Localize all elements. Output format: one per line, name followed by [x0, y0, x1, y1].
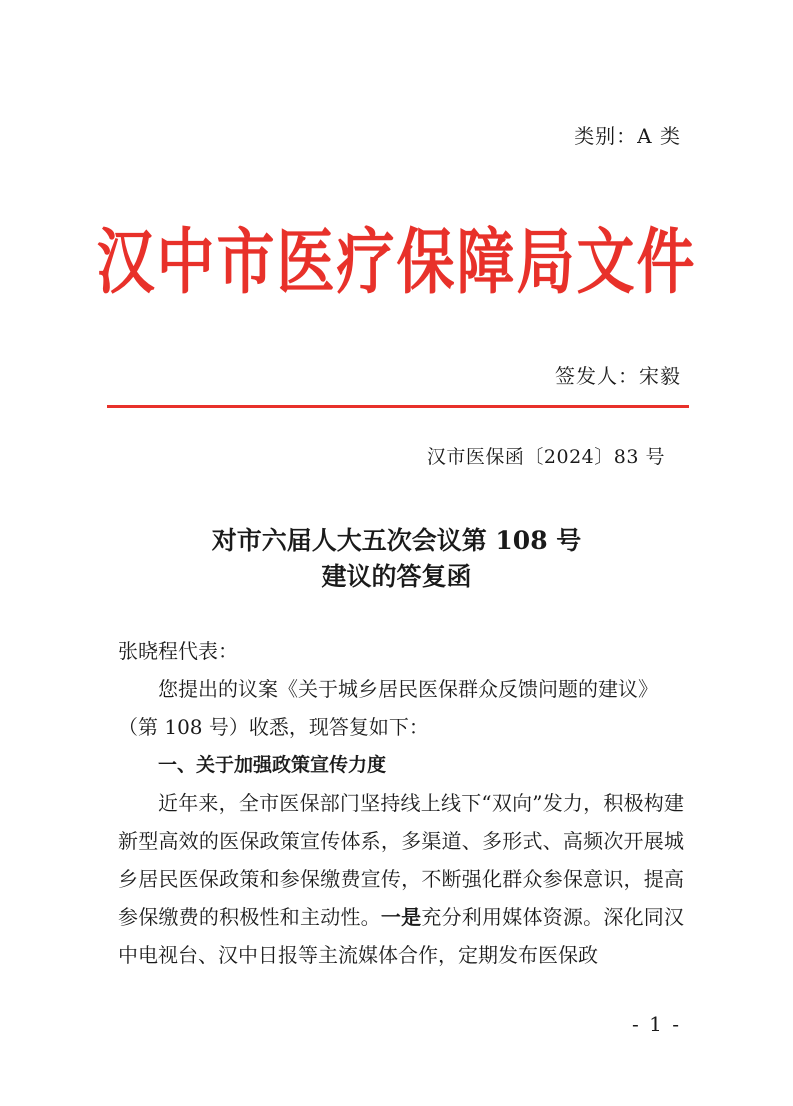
- document-title: [0, 523, 793, 595]
- section-1-text-a: 近年来，全市医保部门坚持线上线下“双向”发力，积极构建新型高效的医保政策宣传体系，多渠道、多形式、高频次开展城乡居民医保政策和参保缴费宣传，不断强化群众参保意识，提高参保缴费的积极性和主动性。: [118, 791, 684, 929]
- section-1-paragraph: [118, 784, 684, 974]
- salutation: 张晓程代表：: [118, 639, 238, 663]
- masthead-divider: [107, 405, 689, 408]
- document-signer: 签发人：宋毅: [555, 364, 681, 388]
- document-masthead: 汉中市医疗保障局文件: [96, 220, 697, 304]
- intro-paragraph: [118, 670, 684, 708]
- section-1-text-b: 充分利用媒体资源。深化同汉中电视台、汉中日报等主流媒体合作，定期发布医保政: [118, 905, 685, 967]
- document-category: 类别：A 类: [574, 124, 681, 148]
- section-1-heading: 一、关于加强政策宣传力度: [158, 754, 387, 776]
- title-line-2: 建议的答复函: [321, 562, 472, 591]
- title-line-1: 对市六届人大五次会议第 108 号: [211, 526, 582, 555]
- section-1-lead: 一是: [380, 905, 422, 929]
- document-number: 汉市医保函〔2024〕83 号: [426, 446, 665, 468]
- intro-line-2: （第 108 号）收悉，现答复如下：: [118, 715, 429, 739]
- page-number: - 1 -: [632, 1012, 681, 1036]
- intro-line-1: 您提出的议案《关于城乡居民医保群众反馈问题的建议》: [158, 677, 658, 701]
- document-body: [118, 632, 684, 974]
